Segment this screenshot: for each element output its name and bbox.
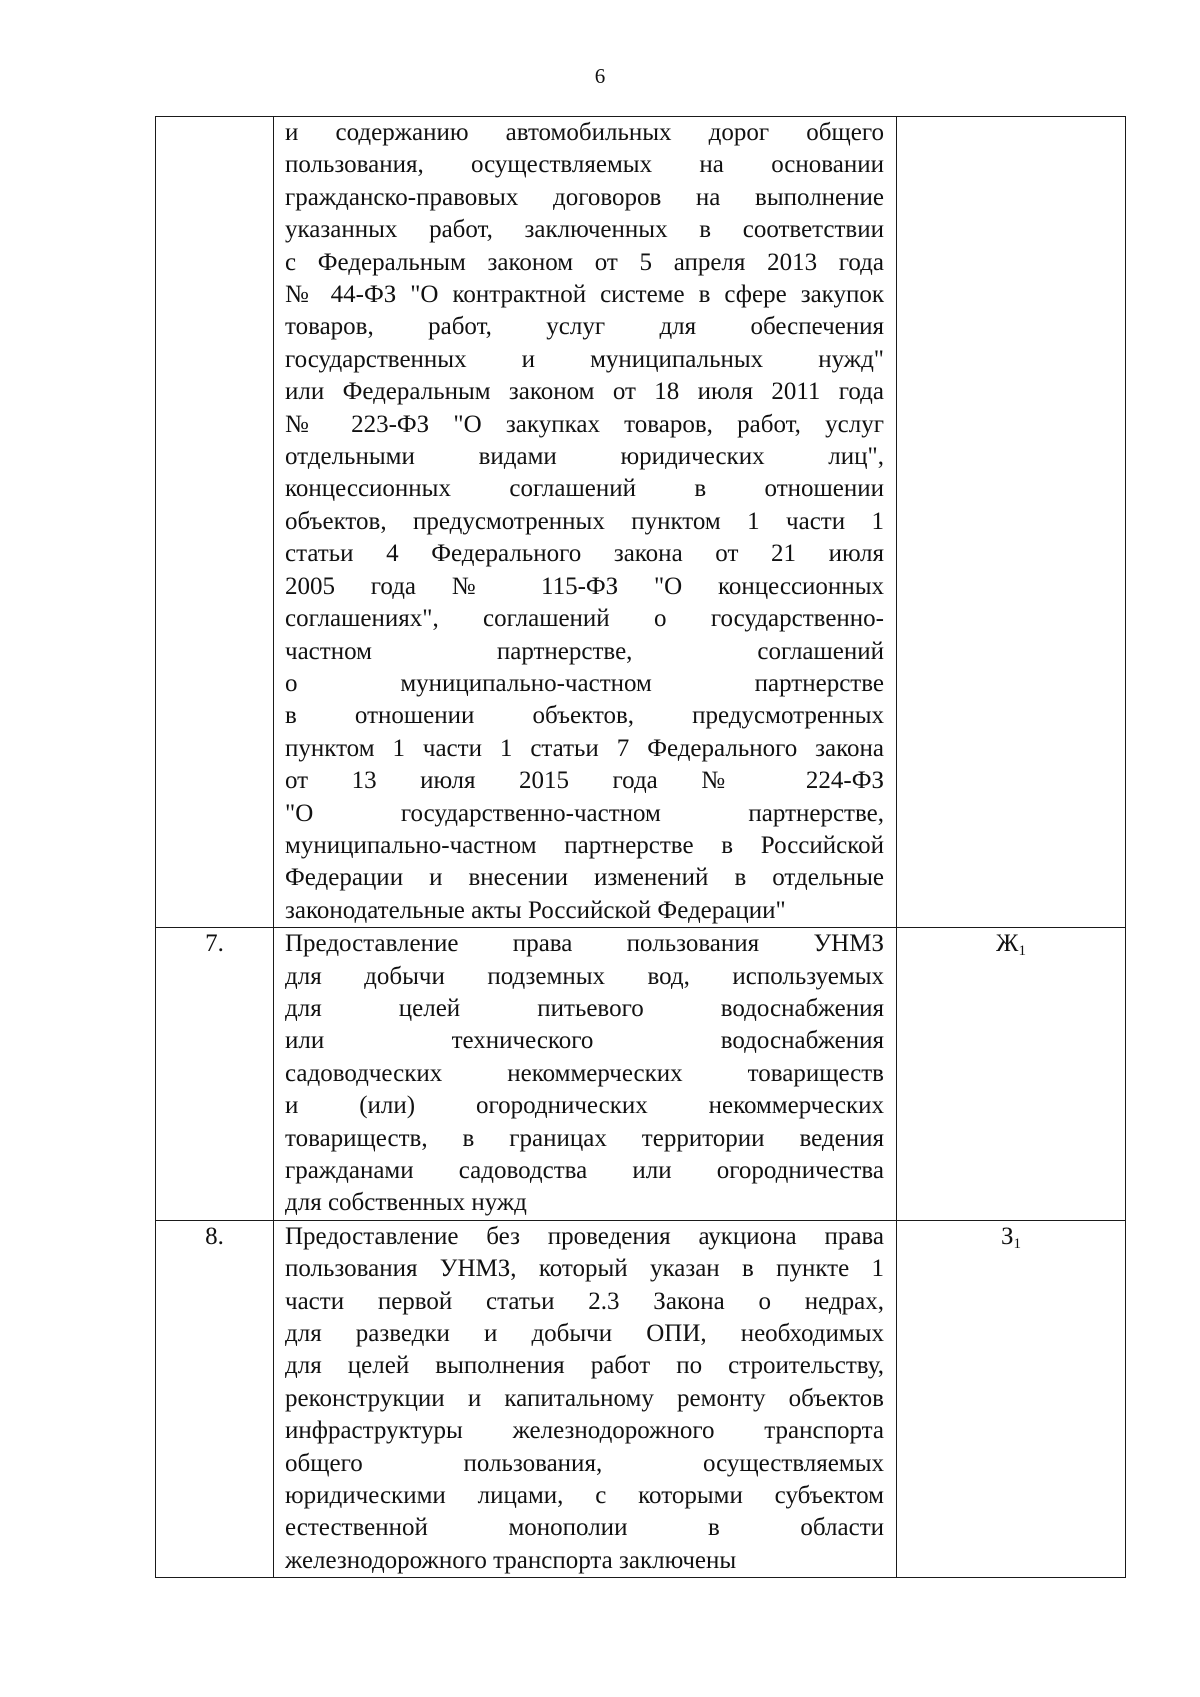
row-description — [274, 117, 897, 928]
text-line: юридическими лицами, с которыми субъектом — [285, 1482, 884, 1510]
row-number: 7. — [156, 928, 274, 1221]
text-line: или технического водоснабжения — [285, 1027, 884, 1055]
text-line: отдельными видами юридических лиц", — [285, 443, 884, 471]
text-line: части первой статьи 2.3 Закона о недрах, — [285, 1287, 884, 1315]
row-number: 8. — [156, 1220, 274, 1577]
text-line: указанных работ, заключенных в соответствии — [285, 216, 884, 244]
code-letter: З — [1000, 1222, 1014, 1250]
table-row — [156, 117, 1126, 928]
row-description — [274, 928, 897, 1221]
text-line: с Федеральным законом от 5 апреля 2013 года — [285, 248, 884, 276]
text-line: и содержанию автомобильных дорог общего — [285, 119, 884, 146]
text-line: Предоставление права пользования УНМЗ — [285, 930, 884, 958]
text-line: муниципально-частном партнерстве в Российской — [285, 831, 884, 859]
text-line: статьи 4 Федерального закона от 21 июля — [285, 540, 884, 568]
text-line: для собственных нужд — [285, 1189, 527, 1217]
text-line: соглашениях", соглашений о государственно- — [285, 605, 884, 633]
code-letter: Ж — [996, 930, 1019, 958]
text-line: пунктом 1 части 1 статьи 7 Федерального закона — [285, 734, 884, 762]
text-line: государственных и муниципальных нужд" — [285, 345, 884, 373]
table-row — [156, 1220, 1126, 1577]
text-line: общего пользования, осуществляемых — [285, 1449, 884, 1477]
text-line: концессионных соглашений в отношении — [285, 475, 884, 503]
text-line: о муниципально-частном партнерстве — [285, 669, 884, 697]
text-line: садоводческих некоммерческих товариществ — [285, 1059, 884, 1087]
text-line: объектов, предусмотренных пунктом 1 части 1 — [285, 507, 884, 535]
text-line: инфраструктуры железнодорожного транспорта — [285, 1417, 884, 1445]
code-subscript: 1 — [1018, 943, 1026, 960]
text-line: законодательные акты Российской Федерации" — [285, 896, 786, 924]
row-number — [156, 117, 274, 928]
row-code — [897, 117, 1126, 928]
text-line: для разведки и добычи ОПИ, необходимых — [285, 1320, 884, 1348]
text-line: для целей питьевого водоснабжения — [285, 994, 884, 1022]
text-line: № 223-ФЗ "О закупках товаров, работ, услуг — [285, 410, 884, 438]
code-subscript: 1 — [1013, 1235, 1022, 1252]
text-line: железнодорожного транспорта заключены — [285, 1546, 737, 1574]
row-description — [274, 1220, 897, 1577]
text-line: Предоставление без проведения аукциона права — [285, 1222, 884, 1250]
text-line: 2005 года № 115-ФЗ "О концессионных — [285, 572, 884, 600]
text-line: товариществ, в границах территории ведения — [285, 1124, 884, 1152]
text-line: гражданско-правовых договоров на выполнение — [285, 183, 884, 211]
page-number: 6 — [594, 64, 606, 88]
text-line: от 13 июля 2015 года № 224-ФЗ — [285, 767, 884, 795]
text-line: № 44-ФЗ "О контрактной системе в сфере закупок — [285, 281, 884, 309]
text-line: "О государственно-частном партнерстве, — [285, 799, 884, 827]
text-line: пользования, осуществляемых на основании — [285, 151, 884, 179]
text-line: и (или) огороднических некоммерческих — [285, 1092, 884, 1120]
text-line: реконструкции и капитальному ремонту объектов — [285, 1384, 884, 1412]
row-code — [897, 928, 1126, 1221]
text-line: для целей выполнения работ по строительству, — [285, 1352, 884, 1380]
regulation-table — [155, 116, 1126, 1578]
text-line: пользования УНМЗ, который указан в пункте 1 — [285, 1255, 884, 1283]
text-line: частном партнерстве, соглашений — [285, 637, 884, 665]
text-line: или Федеральным законом от 18 июля 2011 года — [285, 378, 884, 406]
text-line: естественной монополии в области — [285, 1514, 884, 1542]
text-line: товаров, работ, услуг для обеспечения — [285, 313, 884, 341]
text-line: в отношении объектов, предусмотренных — [285, 702, 884, 730]
text-line: для добычи подземных вод, используемых — [285, 962, 884, 990]
row-code — [897, 1220, 1126, 1577]
text-line: Федерации и внесении изменений в отдельные — [285, 864, 884, 892]
table-row — [156, 928, 1126, 1221]
text-line: гражданами садоводства или огородничества — [285, 1157, 884, 1184]
